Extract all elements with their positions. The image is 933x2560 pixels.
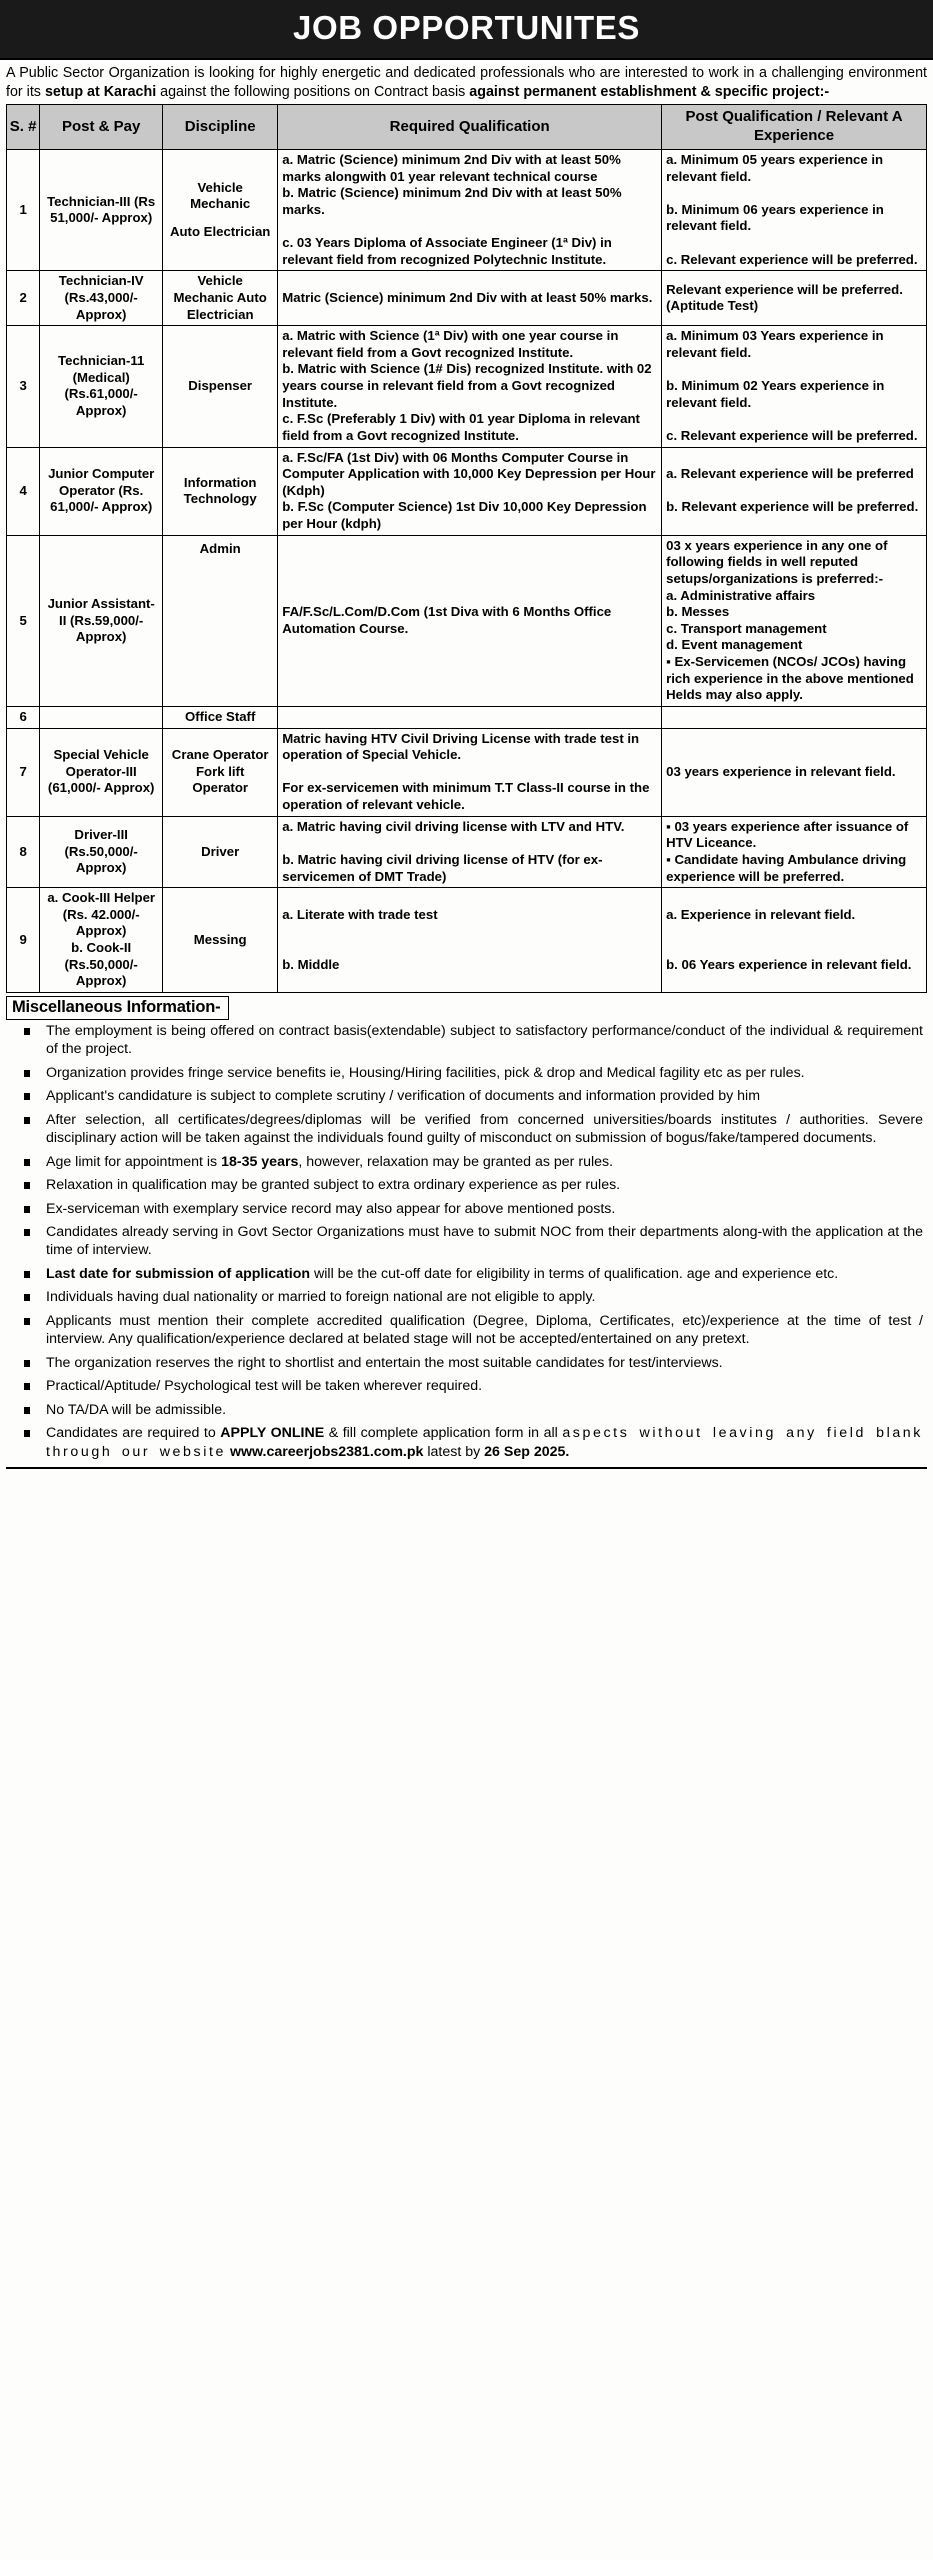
discipline-primary: Vehicle Mechanic: [190, 179, 251, 212]
item-text-before: The employment is being offered on contract basis(extendable) subject to satisfactory performance/conduct of the individual & requirement of the project.: [46, 1022, 923, 1058]
list-item: [6, 1153, 923, 1171]
jobs-table: [6, 104, 927, 993]
table-row: [7, 149, 927, 270]
row-experience: 03 x years experience in any one of following fields in well reputed setups/organizations is preferred:- a. Administrative affairs b. Messes c. Transport management d. Event management ▪ Ex-Servicemen (NCOs/ JCOs) having rich experience in the above mentioned Helds may also apply.: [662, 535, 927, 706]
row-serial: 2: [7, 271, 40, 326]
list-item: [6, 1223, 923, 1260]
col-header-post-pay: Post & Pay: [40, 105, 163, 150]
row-post-pay: Technician-IV (Rs.43,000/- Approx): [40, 271, 163, 326]
row-post-pay: Technician-III (Rs 51,000/- Approx): [40, 149, 163, 270]
page-header-banner: [0, 0, 933, 60]
list-item: [6, 1377, 923, 1395]
table-row: [7, 728, 927, 816]
latest-by-label: latest by: [423, 1443, 485, 1460]
row-discipline: Dispenser: [163, 326, 278, 447]
list-item: [6, 1401, 923, 1419]
bottom-divider: [6, 1467, 927, 1469]
row-required-qualification: Matric (Science) minimum 2nd Div with at least 50% marks.: [278, 271, 662, 326]
row-serial: 5: [7, 535, 40, 706]
intro-text-2: against the following positions on Contract basis: [156, 83, 470, 100]
list-item: [6, 1087, 923, 1105]
row-serial: 1: [7, 149, 40, 270]
row-experience: a. Minimum 05 years experience in relevant field. b. Minimum 06 years experience in relevant field. c. Relevant experience will be preferred.: [662, 149, 927, 270]
table-row: [7, 271, 927, 326]
row-discipline: Messing: [163, 888, 278, 993]
row-required-qualification: a. F.Sc/FA (1st Div) with 06 Months Computer Course in Computer Application with 10,000 Key Depression per Hour (Kdph) b. F.Sc (Computer Science) 1st Div 10,000 Key Depression per Hour (kdph): [278, 447, 662, 535]
item-text-after: , however, relaxation may be granted as per rules.: [298, 1153, 614, 1170]
intro-text-1: A Public Sector Organization is looking for highly energetic and dedicated professionals who are interested to work in a challenging environment for its: [6, 65, 927, 100]
row-required-qualification: FA/F.Sc/L.Com/D.Com (1st Diva with 6 Months Office Automation Course.: [278, 535, 662, 706]
col-header-discipline: Discipline: [163, 105, 278, 150]
list-item: [6, 1265, 923, 1283]
row-required-qualification: Matric having HTV Civil Driving License with trade test in operation of Special Vehicle. For ex-servicemen with minimum T.T Class-II course in the operation of relevant vehicle.: [278, 728, 662, 816]
row-discipline: Vehicle Mechanic Auto Electrician: [163, 271, 278, 326]
website-url[interactable]: www.careerjobs2381.com.pk: [229, 1443, 424, 1460]
intro-bold-contract: against permanent establishment & specific project:-: [469, 83, 830, 100]
row-post-pay: a. Cook-III Helper (Rs. 42.000/- Approx) b. Cook-II (Rs.50,000/- Approx): [40, 888, 163, 993]
row-experience: Relevant experience will be preferred. (Aptitude Test): [662, 271, 927, 326]
misc-information-list: [6, 1022, 927, 1461]
item-text-before: Applicant's candidature is subject to complete scrutiny / verification of documents and information provided by him: [46, 1088, 761, 1105]
item-text-before: After selection, all certificates/degrees/diplomas will be verified from concerned universities/boards institutes / authorities. Severe disciplinary action will be taken against the individuals found guilty of misconduct on submission of bogus/fake/tampered documents.: [46, 1111, 923, 1147]
row-discipline: [163, 149, 278, 270]
item-text-before: Applicants must mention their complete accredited qualification (Degree, Diploma, Certificates, etc)/experience at the time of test / interview. Any qualification/experience declared at belated stage will not be accepted/entertained on any pretext.: [46, 1312, 923, 1348]
row-required-qualification: a. Literate with trade test b. Middle: [278, 888, 662, 993]
row-required-qualification: a. Matric with Science (1ª Div) with one year course in relevant field from a Govt recognized Institute. b. Matric with Science (1# Dis) recognized Institute. with 02 years course in relevant field from a Govt recognized Institute. c. F.Sc (Preferably 1 Div) with 01 year Diploma in relevant field from a Govt recognized Institute.: [278, 326, 662, 447]
list-item: [6, 1288, 923, 1306]
table-row: [7, 326, 927, 447]
row-post-pay: Technician-11 (Medical) (Rs.61,000/- Approx): [40, 326, 163, 447]
discipline-secondary: Auto Electrician: [169, 223, 271, 239]
item-text-before: Organization provides fringe service benefits ie, Housing/Hiring facilities, pick & drop and Medical fagility etc as per rules.: [46, 1064, 805, 1081]
item-text-after: will be the cut-off date for eligibility in terms of qualification. age and experience etc.: [310, 1265, 839, 1282]
row-post-pay: Driver-III (Rs.50,000/- Approx): [40, 816, 163, 888]
table-header-row: [7, 105, 927, 150]
item-bold: Last date for submission of application: [46, 1265, 311, 1282]
table-row: [7, 535, 927, 706]
row-experience: 03 years experience in relevant field.: [662, 728, 927, 816]
item-text-before: No TA/DA will be admissible.: [46, 1401, 227, 1418]
row-serial: 7: [7, 728, 40, 816]
list-item: [6, 1176, 923, 1194]
row-required-qualification: a. Matric (Science) minimum 2nd Div with at least 50% marks alongwith 01 year relevant technical course b. Matric (Science) minimum 2nd Div with at least 50% marks. c. 03 Years Diploma of Associate Engineer (1ª Div) in relevant field from recognized Polytechnic Institute.: [278, 149, 662, 270]
row-discipline: Admin: [163, 535, 278, 706]
page-title: JOB OPPORTUNITES: [293, 9, 640, 46]
item-bold: 18-35 years: [221, 1153, 299, 1170]
apply-online-label: APPLY ONLINE: [220, 1425, 325, 1442]
row-post-pay: [40, 706, 163, 728]
row-serial: 8: [7, 816, 40, 888]
item-text-before: The organization reserves the right to shortlist and entertain the most suitable candidates for test/interviews.: [46, 1354, 723, 1371]
intro-paragraph: [0, 60, 933, 103]
row-serial: 6: [7, 706, 40, 728]
row-required-qualification: a. Matric having civil driving license with LTV and HTV. b. Matric having civil driving license of HTV (for ex-servicemen of DMT Trade): [278, 816, 662, 888]
intro-bold-setup: setup at Karachi: [44, 83, 157, 100]
item-text-before: Candidates already serving in Govt Sector Organizations must have to submit NOC from their departments along-with the application at the time of interview.: [46, 1224, 923, 1259]
row-discipline: Driver: [163, 816, 278, 888]
col-header-serial: S. #: [7, 105, 40, 150]
jobs-table-header: [7, 105, 927, 150]
row-experience: [662, 706, 927, 728]
apply-mid-text: & fill complete application form in all: [324, 1425, 563, 1442]
item-text-before: Relaxation in qualification may be granted subject to extra ordinary experience as per rules.: [46, 1177, 621, 1194]
deadline-date: 26 Sep 2025.: [484, 1443, 570, 1460]
list-item: [6, 1200, 923, 1218]
jobs-table-body: [7, 149, 927, 992]
row-post-pay: Junior Computer Operator (Rs. 61,000/- Approx): [40, 447, 163, 535]
row-serial: 3: [7, 326, 40, 447]
apply-online-item: [6, 1424, 923, 1461]
list-item: [6, 1022, 923, 1059]
list-item: [6, 1354, 923, 1372]
row-post-pay: Junior Assistant-II (Rs.59,000/- Approx): [40, 535, 163, 706]
col-header-post-qualification-experience: Post Qualification / Relevant A Experience: [662, 105, 927, 150]
apply-lead-text: Candidates are required to: [46, 1425, 221, 1442]
col-header-required-qualification: Required Qualification: [278, 105, 662, 150]
row-discipline: Crane Operator Fork lift Operator: [163, 728, 278, 816]
table-row: [7, 706, 927, 728]
item-text-before: Age limit for appointment is: [46, 1153, 222, 1170]
list-item: [6, 1312, 923, 1349]
row-post-pay: Special Vehicle Operator-III (61,000/- Approx): [40, 728, 163, 816]
row-discipline: Information Technology: [163, 447, 278, 535]
row-experience: a. Experience in relevant field. b. 06 Years experience in relevant field.: [662, 888, 927, 993]
table-row: [7, 888, 927, 993]
apply-spaced-text: aspects without leaving any field blank through our website: [46, 1425, 923, 1460]
row-experience: a. Minimum 03 Years experience in relevant field. b. Minimum 02 Years experience in relevant field. c. Relevant experience will be preferred.: [662, 326, 927, 447]
row-serial: 9: [7, 888, 40, 993]
list-item: [6, 1064, 923, 1082]
item-text-before: Practical/Aptitude/ Psychological test will be taken wherever required.: [46, 1378, 483, 1395]
list-item: [6, 1111, 923, 1148]
row-experience: a. Relevant experience will be preferred b. Relevant experience will be preferred.: [662, 447, 927, 535]
row-discipline: Office Staff: [163, 706, 278, 728]
table-row: [7, 447, 927, 535]
item-text-before: Individuals having dual nationality or married to foreign national are not eligible to apply.: [46, 1289, 596, 1306]
row-serial: 4: [7, 447, 40, 535]
misc-information-heading: Miscellaneous Information-: [6, 996, 229, 1020]
misc-information-heading-wrap: [6, 996, 927, 1020]
row-required-qualification: [278, 706, 662, 728]
row-experience: ▪ 03 years experience after issuance of HTV Liceance. ▪ Candidate having Ambulance driving experience will be preferred.: [662, 816, 927, 888]
item-text-before: Ex-serviceman with exemplary service record may also appear for above mentioned posts.: [46, 1200, 616, 1217]
discipline-gap: [167, 213, 273, 224]
table-row: [7, 816, 927, 888]
